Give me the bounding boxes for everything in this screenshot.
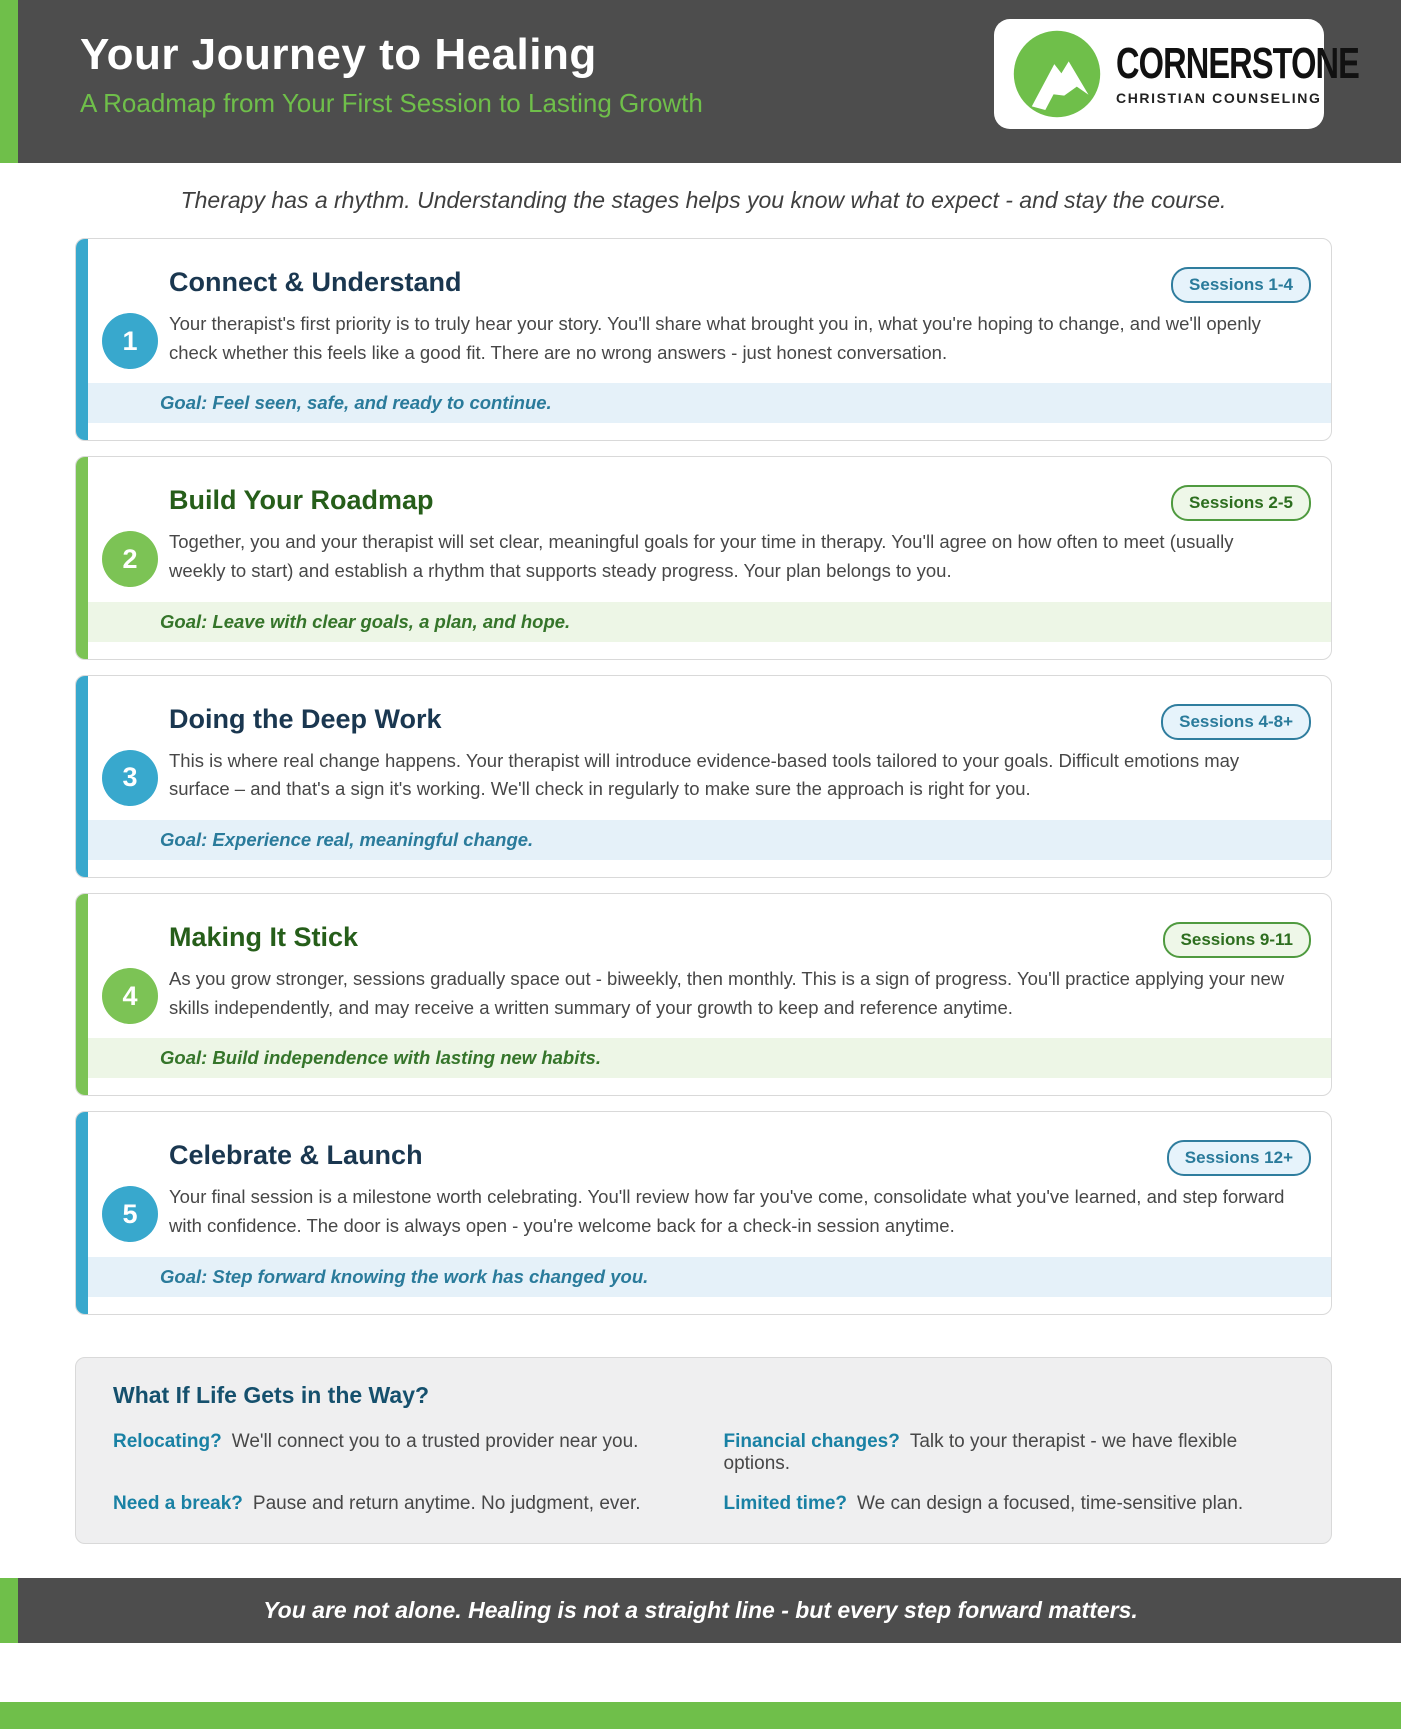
stage-number-badge: 2 xyxy=(102,531,158,587)
stage-card-body xyxy=(88,676,1331,877)
stage-card-head xyxy=(169,267,1293,298)
stage-card-body xyxy=(88,457,1331,658)
stage-card-head xyxy=(169,922,1293,953)
sessions-badge: Sessions 9-11 xyxy=(1163,922,1311,958)
stage-card-head xyxy=(169,1140,1293,1171)
bottom-green-bar xyxy=(0,1702,1401,1729)
stage-title: Making It Stick xyxy=(169,922,359,953)
logo-name: CORNERSTONE xyxy=(1116,38,1360,88)
contingencies-box xyxy=(75,1357,1332,1544)
logo-tagline: CHRISTIAN COUNSELING xyxy=(1116,89,1322,106)
footer-spacer xyxy=(0,1643,1401,1668)
contingency-question: Financial changes? xyxy=(723,1430,900,1452)
stage-goal: Goal: Experience real, meaningful change. xyxy=(88,820,1331,860)
stage-description: As you grow stronger, sessions gradually space out - biweekly, then monthly. This is a sign of progress. You'll practice applying your new skills independently, and may receive a written summary of your growth to keep and reference anytime. xyxy=(169,968,1285,1018)
stage-card-body xyxy=(88,894,1331,1095)
contingency-question: Relocating? xyxy=(113,1430,222,1452)
contingencies-grid xyxy=(113,1431,1294,1515)
contingencies-title: What If Life Gets in the Way? xyxy=(113,1381,430,1408)
stage-title: Doing the Deep Work xyxy=(169,703,442,734)
stage-card-head xyxy=(169,703,1293,735)
contingency-answer: We can design a focused, time-sensitive plan. xyxy=(857,1492,1244,1514)
sessions-badge: Sessions 1-4 xyxy=(1171,267,1311,303)
contingency-question: Need a break? xyxy=(113,1492,243,1514)
footer-text: You are not alone. Healing is not a straight line - but every step forward matters. xyxy=(263,1596,1138,1623)
stage-title: Connect & Understand xyxy=(169,267,462,297)
stage-accent-bar xyxy=(76,457,88,658)
stage-description: Your final session is a milestone worth celebrating. You'll review how far you've come, consolidate what you've learned, and step forward with confidence. The door is always open - you're welcome back for a check-in session anytime. xyxy=(169,1186,1285,1237)
contingency-question: Limited time? xyxy=(723,1492,848,1514)
contingency-item-break xyxy=(113,1493,684,1515)
header xyxy=(0,0,1401,163)
stage-card-body xyxy=(88,1112,1331,1313)
logo xyxy=(994,19,1360,129)
contingency-answer: Talk to your therapist - we have flexible options. xyxy=(723,1430,1238,1474)
sessions-badge: Sessions 2-5 xyxy=(1171,485,1311,521)
contingency-item-time xyxy=(724,1493,1295,1515)
stage-goal: Goal: Build independence with lasting new habits. xyxy=(88,1038,1331,1078)
stage-card-head xyxy=(169,485,1293,516)
stage-card-body xyxy=(88,239,1331,440)
header-accent-bar xyxy=(0,0,18,163)
stage-number-badge: 4 xyxy=(102,968,158,1024)
stage-list xyxy=(75,238,1332,1330)
stage-accent-bar xyxy=(76,676,88,877)
header-text xyxy=(80,30,703,119)
stage-accent-bar xyxy=(76,894,88,1095)
logo-text xyxy=(1116,38,1392,106)
stage-card-2 xyxy=(75,456,1332,659)
stage-card-4 xyxy=(75,893,1332,1096)
footer-banner xyxy=(0,1578,1401,1643)
stage-description: This is where real change happens. Your therapist will introduce evidence-based tools tailored to your goals. Difficult emotions may surface – and that's a sign it's working. We'll check in regularly to make sure the approach is right for you. xyxy=(169,749,1240,800)
contingency-item-relocating xyxy=(113,1431,684,1475)
stage-card-5 xyxy=(75,1111,1332,1314)
mountain-icon xyxy=(1012,29,1102,119)
contingency-answer: Pause and return anytime. No judgment, ever. xyxy=(252,1492,641,1514)
stage-goal: Goal: Leave with clear goals, a plan, and hope. xyxy=(88,602,1331,642)
page-title: Your Journey to Healing xyxy=(80,30,597,79)
stage-card-3 xyxy=(75,675,1332,878)
sessions-badge: Sessions 4-8+ xyxy=(1161,704,1311,740)
stage-title: Celebrate & Launch xyxy=(169,1140,423,1171)
sessions-badge: Sessions 12+ xyxy=(1167,1140,1311,1176)
stage-number-badge: 1 xyxy=(102,313,158,369)
contingency-answer: We'll connect you to a trusted provider near you. xyxy=(231,1430,639,1452)
contingency-item-financial xyxy=(724,1431,1295,1475)
stage-title: Build Your Roadmap xyxy=(169,485,434,516)
stage-description: Together, you and your therapist will set clear, meaningful goals for your time in therapy. You'll agree on how often to meet (usually weekly to start) and establish a rhythm that supports steady progress. Your plan belongs to you. xyxy=(169,531,1234,582)
stage-card-1 xyxy=(75,238,1332,441)
stage-goal: Goal: Feel seen, safe, and ready to continue. xyxy=(88,383,1331,423)
stage-number-badge: 5 xyxy=(102,1186,158,1242)
footer-accent-bar xyxy=(0,1578,18,1643)
stage-number-badge: 3 xyxy=(102,750,158,806)
page-subtitle: A Roadmap from Your First Session to Lasting Growth xyxy=(80,88,703,118)
intro-text: Therapy has a rhythm. Understanding the stages helps you know what to expect - and stay the course. xyxy=(180,187,1227,213)
stage-accent-bar xyxy=(76,1112,88,1313)
stage-accent-bar xyxy=(76,239,88,440)
stage-description: Your therapist's first priority is to truly hear your story. You'll share what brought you in, what you're hoping to change, and we'll openly check whether this feels like a good fit. There are no wrong answers - just honest conversation. xyxy=(169,313,1261,363)
stage-goal: Goal: Step forward knowing the work has changed you. xyxy=(88,1257,1331,1297)
